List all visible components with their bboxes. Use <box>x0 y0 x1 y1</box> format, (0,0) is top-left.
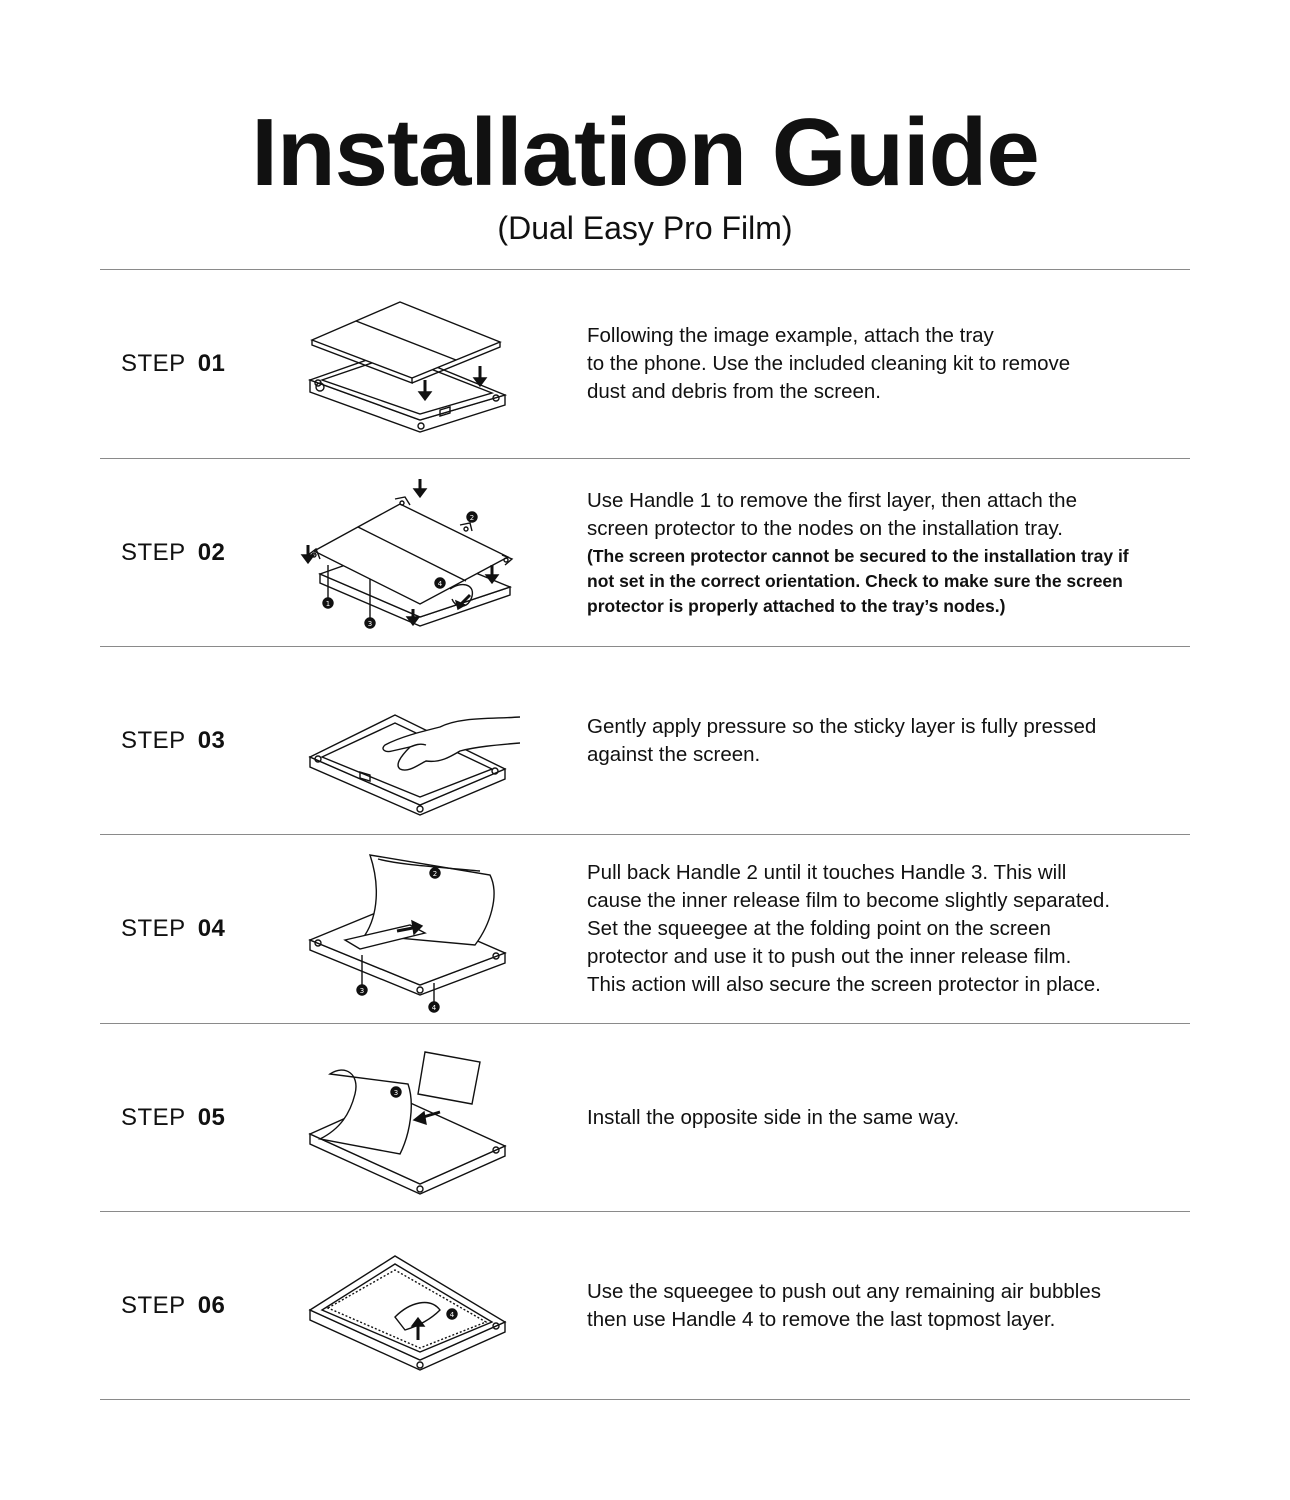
step-text: Gently apply pressure so the sticky layer is fully pressed against the screen. <box>587 715 1097 766</box>
svg-text:2: 2 <box>432 870 438 878</box>
step-06-illustration <box>300 1222 520 1390</box>
step-description <box>587 270 1177 458</box>
step-text: Following the image example, attach the tray to the phone. Use the included cleaning kit to remove dust and debris from the screen. <box>587 324 1071 403</box>
opposite-side-icon <box>300 1034 520 1202</box>
tray-attach-icon <box>300 280 520 448</box>
step-description <box>587 647 1177 835</box>
step-description <box>587 1024 1177 1212</box>
svg-text:1: 1 <box>325 600 331 608</box>
film-attach-icon <box>300 469 520 637</box>
step-text: Use the squeegee to push out any remaining air bubbles then use Handle 4 to remove the last topmost layer. <box>587 1280 1101 1331</box>
step-label <box>121 835 225 1023</box>
remove-top-layer-icon <box>300 1222 520 1390</box>
squeegee-push-icon <box>300 845 520 1013</box>
step-word: STEP <box>121 350 186 377</box>
step-description <box>587 835 1177 1023</box>
divider <box>100 1399 1190 1400</box>
svg-text:4: 4 <box>431 1004 437 1012</box>
step-number: 03 <box>197 727 226 754</box>
step-01 <box>100 270 1190 458</box>
step-05-illustration <box>300 1034 520 1202</box>
step-label <box>121 647 225 835</box>
step-word: STEP <box>121 727 186 754</box>
step-label <box>121 1212 225 1400</box>
step-text: Install the opposite side in the same way. <box>587 1106 960 1129</box>
step-01-illustration <box>300 280 520 448</box>
step-word: STEP <box>121 915 186 942</box>
step-04 <box>100 835 1190 1023</box>
step-label <box>121 270 225 458</box>
step-description <box>587 459 1177 647</box>
step-05 <box>100 1024 1190 1212</box>
step-word: STEP <box>121 1104 186 1131</box>
step-03-illustration <box>300 657 520 825</box>
step-number: 02 <box>197 539 226 566</box>
step-note: (The screen protector cannot be secured to the installation tray if not set in the correct orientation. Check to make sure the screen protector is properly attached to the tray’s nodes.) <box>587 546 1129 616</box>
step-number: 01 <box>197 350 226 377</box>
step-label <box>121 459 225 647</box>
page-title: Installation Guide <box>251 99 1039 206</box>
step-text: Use Handle 1 to remove the first layer, then attach the screen protector to the nodes on the installation tray. <box>587 489 1077 540</box>
step-number: 06 <box>197 1292 226 1319</box>
step-text: Pull back Handle 2 until it touches Handle 3. This will cause the inner release film to become slightly separated. Set the squeegee at the folding point on the screen protector and use it to push out the inner release film. This action will also secure the screen protector in place. <box>587 861 1111 996</box>
svg-text:3: 3 <box>367 620 373 628</box>
step-label <box>121 1024 225 1212</box>
svg-text:4: 4 <box>449 1311 455 1319</box>
step-04-illustration <box>300 845 520 1013</box>
svg-text:3: 3 <box>393 1089 399 1097</box>
step-06 <box>100 1212 1190 1400</box>
step-02 <box>100 459 1190 647</box>
step-number: 04 <box>197 915 226 942</box>
step-word: STEP <box>121 539 186 566</box>
step-02-illustration <box>300 469 520 637</box>
svg-text:3: 3 <box>359 987 365 995</box>
step-03 <box>100 647 1190 835</box>
step-word: STEP <box>121 1292 186 1319</box>
svg-text:4: 4 <box>437 580 443 588</box>
page-subtitle: (Dual Easy Pro Film) <box>497 210 793 246</box>
step-description <box>587 1212 1177 1400</box>
step-number: 05 <box>197 1104 226 1131</box>
svg-text:2: 2 <box>469 514 475 522</box>
press-hand-icon <box>300 657 520 825</box>
